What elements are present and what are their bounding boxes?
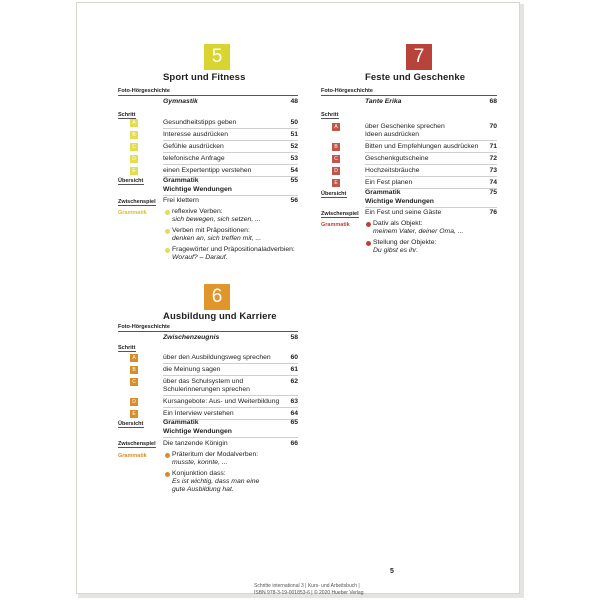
step-text: Geschenkgutscheine [365,155,429,162]
section-label-foto: Foto-Hörgeschichte [118,88,170,94]
unit-title: Ausbildung und Karriere [163,311,277,322]
step-text: über das Schulsystem und [163,378,244,385]
section-label-foto: Foto-Hörgeschichte [118,324,170,330]
page-ref: 65 [290,419,298,426]
unit-number-badge: 6 [204,284,230,310]
divider [321,197,347,198]
divider [118,205,156,206]
step-text: Interesse ausdrücken [163,131,228,138]
grammar-topic: Verben mit Präpositionen: [172,227,250,234]
step-letter-badge: A [130,119,138,127]
zwischenspiel-text: Ein Fest und seine Gäste [365,209,442,216]
step-text: telefonische Anfrage [163,155,225,162]
toc-row-step[interactable] [163,130,298,140]
step-letter-badge: C [332,155,340,163]
bullet-dot [366,241,371,246]
section-label-ubersicht: Übersicht [118,178,144,184]
footer-imprint [254,583,364,597]
page-ref: 60 [290,354,298,361]
grammar-example: meinem Vater, deiner Oma, ... [373,228,464,235]
toc-row-step-cont [365,130,497,140]
page-ref: 53 [290,155,298,162]
toc-row-step-cont [163,385,298,395]
page-ref: 51 [290,131,298,138]
grammatik-label: Grammatik [118,453,147,459]
section-label-schritt: Schritt [321,112,339,118]
step-letter-badge: E [130,167,138,175]
section-label-ubersicht: Übersicht [118,421,144,427]
toc-row-step[interactable] [365,154,497,164]
grammar-example: Du gibst es ihr. [373,247,419,254]
step-text: Kursangebote: Aus- und Weiterbildung [163,398,280,405]
toc-row-step[interactable] [163,397,298,407]
toc-row-ubersicht-2 [163,427,298,437]
step-letter-badge: E [332,179,340,187]
page-ref: 68 [489,98,497,105]
section-label-zwischenspiel: Zwischenspiel [321,211,359,217]
step-letter-badge: C [130,378,138,386]
ubersicht-line1: Grammatik [163,419,199,426]
grammar-example: Worauf? – Darauf. [172,254,228,261]
page-ref: 70 [489,123,497,130]
step-letter-badge: A [332,123,340,131]
grammar-example: sich bewegen, sich setzen, ... [172,216,261,223]
grammar-topic: Stellung der Objekte: [373,239,437,246]
toc-row-step[interactable] [365,142,497,152]
divider [118,95,298,96]
divider [321,217,359,218]
toc-row-ubersicht-2 [365,197,497,207]
page-ref: 72 [489,155,497,162]
page-ref: 48 [290,98,298,105]
zwischenspiel-text: Die tanzende Königin [163,440,228,447]
section-label-zwischenspiel: Zwischenspiel [118,441,156,447]
bullet-dot [165,472,170,477]
step-letter-badge: D [130,155,138,163]
page-ref: 50 [290,119,298,126]
step-text: Ein Fest planen [365,179,413,186]
page-ref: 58 [290,334,298,341]
toc-row-zwischenspiel[interactable] [163,439,298,449]
step-text-cont: Schulerinnerungen sprechen [163,386,250,393]
section-label-zwischenspiel: Zwischenspiel [118,199,156,205]
ubersicht-line2: Wichtige Wendungen [163,186,232,193]
divider [118,447,156,448]
toc-row-step[interactable] [365,166,497,176]
step-text-cont: Ideen ausdrücken [365,131,420,138]
step-text: Bitten und Empfehlungen ausdrücken [365,143,479,150]
page-ref: 73 [489,167,497,174]
step-text: einen Expertentipp verstehen [163,167,252,174]
bullet-dot [165,453,170,458]
step-letter-badge: D [130,398,138,406]
grammar-example: musste, konnte, ... [172,459,228,466]
page-ref: 75 [489,189,497,196]
step-letter-badge: B [130,131,138,139]
ubersicht-line2: Wichtige Wendungen [365,198,434,205]
toc-row-foto[interactable] [163,333,298,343]
grammar-topic: Fragewörter und Präpositionaladverbien: [172,246,295,253]
divider [118,427,144,428]
unit-title: Feste und Geschenke [365,72,466,83]
page-ref: 66 [290,440,298,447]
bullet-dot [366,222,371,227]
page-ref: 55 [290,177,298,184]
ubersicht-line1: Grammatik [163,177,199,184]
page-ref: 64 [290,410,298,417]
grammar-topic: reflexive Verben: [172,208,223,215]
page-number: 5 [390,568,394,575]
grammar-example: Es ist wichtig, dass man eine [172,478,260,485]
unit-title: Sport und Fitness [163,72,246,83]
grammar-topic: Konjunktion dass: [172,470,226,477]
foto-title: Zwischenzeugnis [163,334,220,341]
bullet-dot [165,248,170,253]
toc-row-step[interactable] [365,178,497,188]
page-ref: 62 [290,378,298,385]
foto-title: Tante Erika [365,98,402,105]
toc-row-zwischenspiel[interactable] [365,208,497,218]
divider [321,95,497,96]
step-letter-badge: E [130,410,138,418]
footer-line: Schritte international 3 | Kurs- und Arbeitsbuch | [254,583,360,589]
toc-row-step[interactable] [163,365,298,375]
step-text: Ein Interview verstehen [163,410,234,417]
page-ref: 76 [489,209,497,216]
page-ref: 54 [290,167,298,174]
step-letter-badge: B [332,143,340,151]
bullet-dot [165,229,170,234]
toc-row-zwischenspiel[interactable] [163,196,298,206]
page-ref: 74 [489,179,497,186]
page-ref: 56 [290,197,298,204]
divider [321,118,339,119]
toc-row-step[interactable] [163,154,298,164]
step-letter-badge: B [130,366,138,374]
divider [118,351,136,352]
step-letter-badge: D [332,167,340,175]
section-label-foto: Foto-Hörgeschichte [321,88,373,94]
step-text: über Geschenke sprechen [365,123,445,130]
unit-number-badge: 7 [406,44,432,70]
page-ref: 71 [489,143,497,150]
step-text: Hochzeitsbräuche [365,167,420,174]
section-label-ubersicht: Übersicht [321,191,347,197]
foto-title: Gymnastik [163,98,198,105]
step-letter-badge: C [130,143,138,151]
step-text: die Meinung sagen [163,366,221,373]
unit-number-badge: 5 [204,44,230,70]
step-text: Gesundheitstipps geben [163,119,237,126]
footer-line: ISBN 978-3-19-001853-6 | © 2020 Hueber Verlag [254,590,364,596]
step-letter-badge: A [130,354,138,362]
toc-row-ubersicht-2 [163,185,298,195]
grammar-topic: Präteritum der Modalverben: [172,451,259,458]
grammar-topic: Dativ als Objekt: [373,220,423,227]
ubersicht-line2: Wichtige Wendungen [163,428,232,435]
section-label-schritt: Schritt [118,112,136,118]
step-text: Gefühle ausdrücken [163,143,224,150]
zwischenspiel-text: Frei klettern [163,197,199,204]
grammar-example: gute Ausbildung hat. [172,486,234,493]
step-text: über den Ausbildungsweg sprechen [163,354,271,361]
grammatik-label: Grammatik [321,222,350,228]
grammatik-label: Grammatik [118,210,147,216]
page-ref: 63 [290,398,298,405]
toc-row-step[interactable] [163,353,298,363]
toc-row-step[interactable] [163,166,298,176]
page-ref: 61 [290,366,298,373]
page-ref: 52 [290,143,298,150]
bullet-dot [165,210,170,215]
divider [118,184,144,185]
grammar-example: denken an, sich treffen mit, ... [172,235,262,242]
toc-row-step[interactable] [163,142,298,152]
toc-row-foto[interactable] [163,97,298,107]
ubersicht-line1: Grammatik [365,189,401,196]
divider [118,331,298,332]
section-label-schritt: Schritt [118,345,136,351]
toc-row-step[interactable] [163,118,298,128]
toc-row-foto[interactable] [365,97,497,107]
